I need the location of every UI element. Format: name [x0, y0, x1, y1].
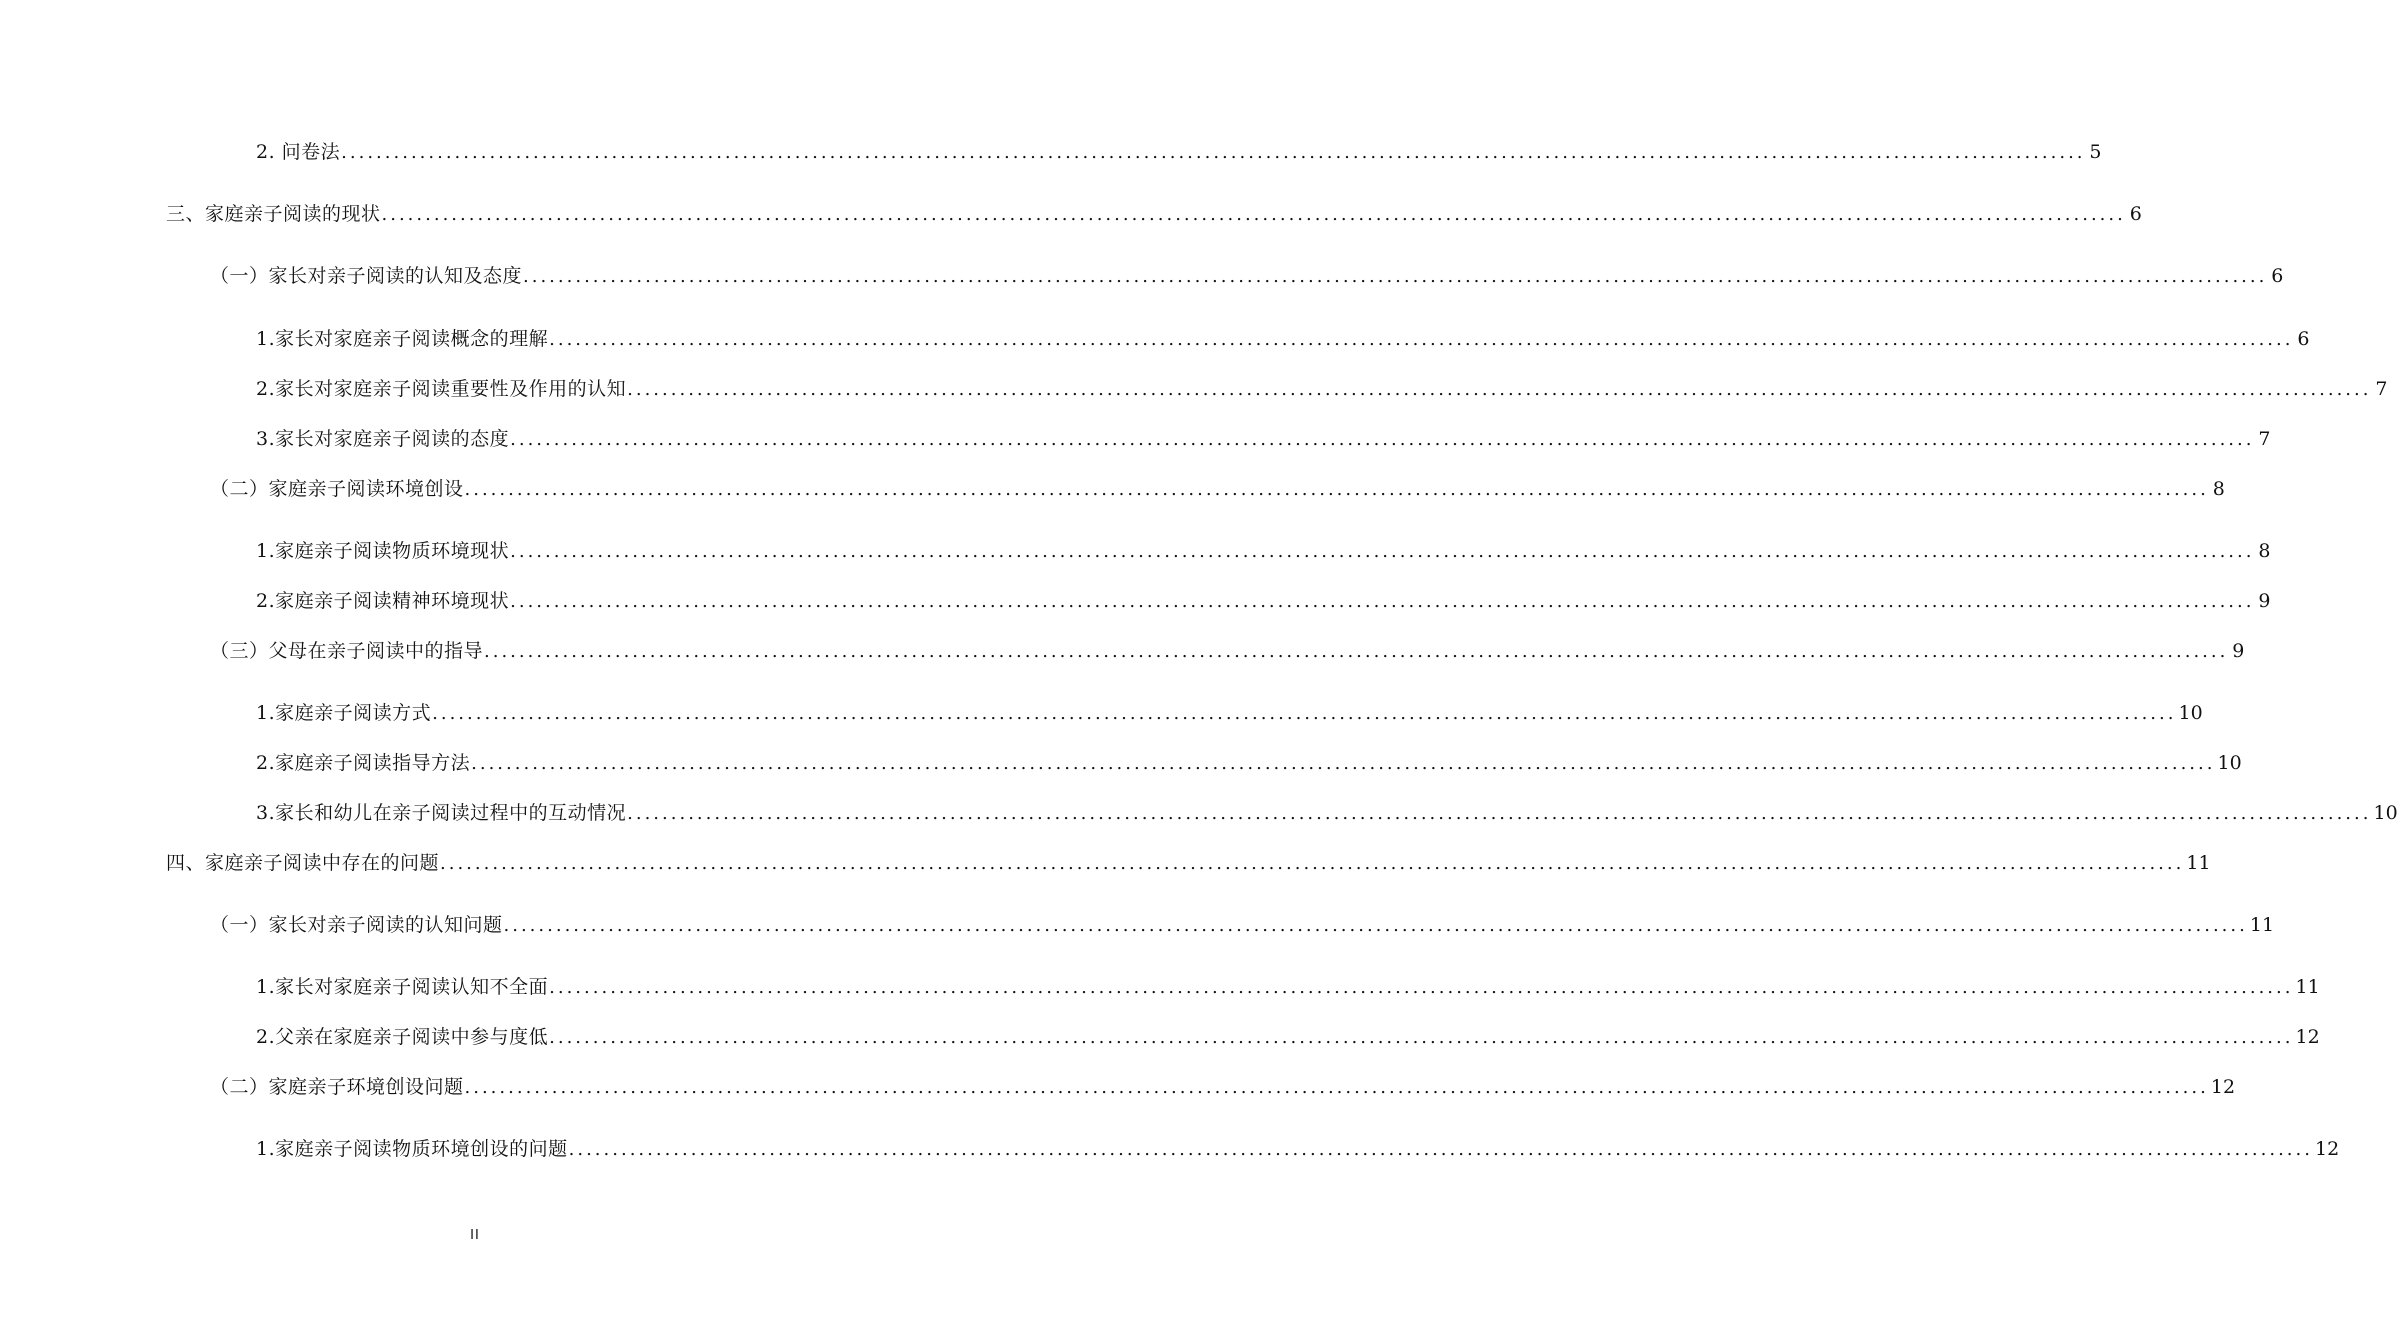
- toc-entry-title: （二）家庭亲子环境创设问题: [210, 1076, 464, 1098]
- toc-entry[interactable]: [210, 1073, 2236, 1101]
- toc-entry[interactable]: [256, 325, 2310, 353]
- toc-dot-leader: ........................................................................................................................................................................................................: [510, 429, 2255, 450]
- toc-entry-title: 1.家庭亲子阅读方式: [256, 702, 432, 724]
- toc-entry-title: （一）家长对亲子阅读的认知问题: [210, 914, 503, 936]
- toc-dot-leader: ........................................................................................................................................................................................................: [381, 204, 2126, 225]
- toc-entry-page-number: 10: [2217, 752, 2242, 774]
- toc-entry-page-number: 6: [2271, 265, 2284, 287]
- toc-entry[interactable]: [256, 973, 2320, 1001]
- toc-entry-title: 三、家庭亲子阅读的现状: [166, 203, 381, 225]
- toc-entry[interactable]: [210, 911, 2275, 939]
- toc-dot-leader: ........................................................................................................................................................................................................: [464, 1077, 2209, 1098]
- toc-entry-title: 3.家长和幼儿在亲子阅读过程中的互动情况: [256, 802, 627, 824]
- toc-entry-page-number: 5: [2089, 141, 2102, 163]
- toc-entry[interactable]: [256, 1023, 2320, 1051]
- toc-entry-page-number: 8: [2212, 478, 2225, 500]
- toc-dot-leader: ........................................................................................................................................................................................................: [471, 753, 2216, 774]
- toc-entry-title: （三）父母在亲子阅读中的指导: [210, 640, 484, 662]
- toc-entry[interactable]: [210, 475, 2225, 503]
- toc-dot-leader: ........................................................................................................................................................................................................: [523, 266, 2268, 287]
- toc-entry-title: 3.家长对家庭亲子阅读的态度: [256, 428, 510, 450]
- toc-entry-page-number: 11: [2295, 976, 2320, 998]
- toc-entry-title: 2.家长对家庭亲子阅读重要性及作用的认知: [256, 378, 627, 400]
- toc-entry-page-number: 6: [2129, 203, 2142, 225]
- toc-entry-title: 1.家庭亲子阅读物质环境创设的问题: [256, 1138, 568, 1160]
- toc-dot-leader: ........................................................................................................................................................................................................: [464, 479, 2209, 500]
- toc-entry-page-number: 12: [2295, 1026, 2320, 1048]
- toc-entry-title: 1.家长对家庭亲子阅读认知不全面: [256, 976, 549, 998]
- toc-entry-title: 2.家庭亲子阅读指导方法: [256, 752, 471, 774]
- toc-entry-page-number: 10: [2373, 802, 2398, 824]
- toc-entry[interactable]: [256, 587, 2271, 615]
- toc-entry[interactable]: [256, 138, 2102, 166]
- toc-dot-leader: ........................................................................................................................................................................................................: [568, 1139, 2313, 1160]
- toc-entry[interactable]: [166, 200, 2142, 228]
- toc-entry-page-number: 10: [2178, 702, 2203, 724]
- toc-entry-title: 2.父亲在家庭亲子阅读中参与度低: [256, 1026, 549, 1048]
- toc-dot-leader: ........................................................................................................................................................................................................: [503, 915, 2248, 936]
- toc-dot-leader: ........................................................................................................................................................................................................: [549, 329, 2294, 350]
- toc-entry-page-number: 9: [2258, 590, 2271, 612]
- toc-dot-leader: ........................................................................................................................................................................................................: [341, 142, 2086, 163]
- toc-entry-page-number: 12: [2314, 1138, 2340, 1160]
- toc-entry-page-number: 12: [2210, 1076, 2236, 1098]
- toc-dot-leader: ........................................................................................................................................................................................................: [549, 977, 2294, 998]
- toc-entry-title: 2.家庭亲子阅读精神环境现状: [256, 590, 510, 612]
- toc-dot-leader: ........................................................................................................................................................................................................: [432, 703, 2177, 724]
- toc-entry[interactable]: [256, 1135, 2340, 1163]
- toc-entry[interactable]: [166, 849, 2211, 877]
- toc-entry[interactable]: [256, 375, 2388, 403]
- toc-dot-leader: ........................................................................................................................................................................................................: [627, 803, 2372, 824]
- toc-entry[interactable]: [256, 537, 2271, 565]
- toc-entry-page-number: 8: [2258, 540, 2271, 562]
- toc-dot-leader: ........................................................................................................................................................................................................: [440, 853, 2185, 874]
- toc-entry-title: 四、家庭亲子阅读中存在的问题: [166, 852, 440, 874]
- toc-dot-leader: ........................................................................................................................................................................................................: [510, 591, 2255, 612]
- toc-dot-leader: ........................................................................................................................................................................................................: [484, 641, 2229, 662]
- toc-entry-title: 1.家长对家庭亲子阅读概念的理解: [256, 328, 549, 350]
- toc-entry-title: 2. 问卷法: [256, 141, 341, 163]
- toc-dot-leader: ........................................................................................................................................................................................................: [549, 1027, 2294, 1048]
- toc-entry-page-number: 6: [2297, 328, 2310, 350]
- toc-entry[interactable]: [210, 262, 2284, 290]
- toc-entry-page-number: 7: [2258, 428, 2271, 450]
- toc-entry[interactable]: [210, 637, 2245, 665]
- toc-entry-title: 1.家庭亲子阅读物质环境现状: [256, 540, 510, 562]
- toc-entry[interactable]: [256, 799, 2398, 827]
- toc-entry-page-number: 9: [2232, 640, 2245, 662]
- toc-entry[interactable]: [256, 699, 2203, 727]
- toc-entry-page-number: 11: [2186, 852, 2211, 874]
- toc-entry-title: （二）家庭亲子阅读环境创设: [210, 478, 464, 500]
- toc-entry-title: （一）家长对亲子阅读的认知及态度: [210, 265, 523, 287]
- toc-dot-leader: ........................................................................................................................................................................................................: [510, 541, 2255, 562]
- toc-entry-page-number: 11: [2249, 914, 2275, 936]
- page-number: II: [470, 1228, 480, 1243]
- toc-entry-page-number: 7: [2375, 378, 2388, 400]
- toc-entry[interactable]: [256, 749, 2242, 777]
- toc-entry[interactable]: [256, 425, 2271, 453]
- toc-dot-leader: ........................................................................................................................................................................................................: [627, 379, 2372, 400]
